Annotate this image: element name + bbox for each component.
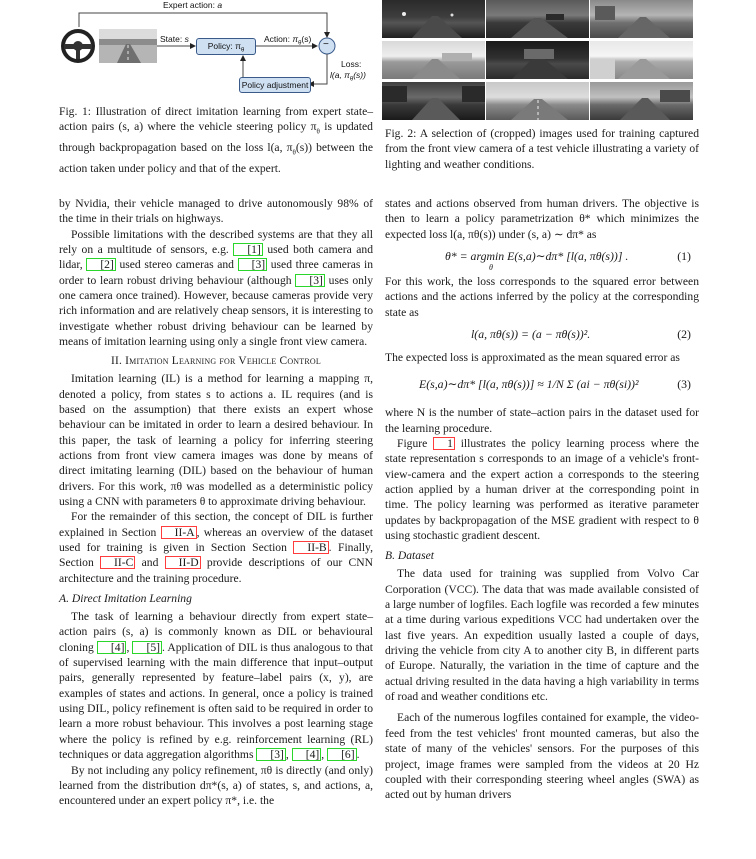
left-column [59, 0, 373, 809]
equation-1: θ* = argmin E(s,a)∼dπ* [l(a, πθ(s))] . θ (1) [445, 248, 691, 272]
policy-box: Policy: $\pi_\theta$ [196, 38, 256, 55]
minus-sign: − [323, 39, 329, 50]
citation-4-again[interactable]: [4] [292, 748, 322, 761]
loss-expression: l(a, $\pi_\theta(s)$) [330, 70, 366, 83]
link-section-ii-d[interactable]: II-D [165, 556, 201, 569]
equation-3: E(s,a)∼dπ* [l(a, πθ(s))] ≈ 1/N Σ (ai − πθ(si))² (3) [419, 377, 691, 392]
camera-image-rural-road [590, 82, 693, 120]
state-label: State: s [160, 34, 189, 44]
link-section-ii-a[interactable]: II-A [161, 526, 197, 539]
paragraph-no-refinement: By not including any policy refinement, πθ is directly (and only) learned from the distribution dπ*(s, a) of states, s, and actions, a, encountered under an expert policy π*, i.e. the [59, 763, 373, 808]
paragraph-n-definition: where N is the number of state–action pairs in the dataset used for the learning procedure. [385, 406, 699, 435]
camera-image-bright-highway [486, 82, 589, 120]
citation-2[interactable]: [2] [86, 258, 116, 271]
paragraph-nvidia: by Nvidia, their vehicle managed to drive autonomously 98% of the time in their trials on highways. [59, 196, 373, 226]
link-figure-1[interactable]: 1 [433, 437, 455, 450]
citation-3[interactable]: [3] [238, 258, 268, 271]
equation-2: l(a, πθ(s)) = (a − πθ(s))². (2) [471, 326, 691, 341]
paragraph-imitation-learning: Imitation learning (IL) is a method for learning a mapping π, denoted a policy, from states s to actions a. IL requires (and is based on the assumption) that there exists an expert whose behaviour can be imitated in order to learn a desired behaviour. In this paper, the task of learning a policy for inferring steering actions from front view camera images was done by means of direct imitating learning (DIL) based on the behaviour of human drivers. For this work, πθ was modelled as a deterministic policy using a CNN with parameters θ to approximate driving behaviour. [59, 372, 373, 508]
camera-image-overcast-street [590, 0, 693, 38]
figure-2-caption: Fig. 2: A selection of (cropped) images used for training captured from the front view camera of a test vehicle illustrating a variety of lighting and weather conditions. [385, 127, 700, 171]
paragraph-loss: For this work, the loss corresponds to the squared error between actions and the actions inferred by the policy at the corresponding state as [385, 274, 699, 319]
paragraph-dataset: The data used for training was supplied from Volvo Car Corporation (VCC). The data that was made available consisted of a large number of logfiles. Each logfile was recorded a few minutes at a time during various expeditions VCC had undertaken over the last five years. An expedition usually lasted a couple of days, driving the vehicle from city A to another city B, in different parts of Europe. Naturally, the variation in the time of capture and the actual driving resulted in the data having a high variability in terms of road and weather conditions etc. [385, 567, 699, 704]
link-section-ii-c[interactable]: II-C [100, 556, 135, 569]
paragraph-expected-loss: The expected loss is approximated as the mean squared error as [385, 350, 680, 364]
citation-6[interactable]: [6] [327, 748, 357, 761]
steering-wheel-image [61, 29, 95, 63]
citation-3-again[interactable]: [3] [256, 748, 286, 761]
action-label: Action: $\pi_\theta(s)$ [264, 34, 312, 47]
paragraph-section-overview: For the remainder of this section, the concept of DIL is further explained in Section II-A , whereas an overview of the dataset used for training is given in Section Section II-B . Finally, Section II-C and II-D provide descriptions of our CNN architecture and the training procedure. [59, 510, 373, 585]
right-column [385, 0, 699, 803]
paragraph-objective: states and actions observed from human drivers. The objective is then to learn a policy parametrization θ* which minimizes the expected loss l(a, πθ(s)) under (s, a) ∼ dπ* as [385, 196, 699, 241]
loss-label: Loss: [341, 59, 362, 69]
paragraph-direct-imitation: The task of learning a behaviour directly from expert state–action pairs (s, a) is commonly known as DIL or behavioural cloning [4] , [5] . Application of DIL is thus analogous to that of supervised learning with the main difference that input–output pairs, generally represented by feature–label pairs (x, y), are examples of states and actions. In general, once a policy is trained using DIL, policy refinement is often said to be required in order to learn a more robust behaviour. This involves a post learning stage where the policy is refined by e.g. reinforcement learning (RL) techniques or data aggregation algorithms [3] , [4] , [6] . [59, 610, 373, 762]
camera-image-forest-road [382, 82, 485, 120]
camera-image-dusk-road [486, 0, 589, 38]
road-camera-image [99, 29, 157, 63]
subsection-a-heading: A. Direct Imitation Learning [59, 592, 192, 606]
citation-5[interactable]: [5] [132, 641, 162, 654]
paragraph-logfiles: Each of the numerous logfiles contained for example, the video-feed from the test vehicles' front mounted cameras, but also the state of many of the vehicles' sensors. For the purposes of this project, image frames were sampled from the videos at 20 Hz coupled with their corresponding steering wheel angles (SWA) as acted out by human drivers [385, 711, 699, 802]
camera-image-foggy-road [382, 41, 485, 79]
camera-image-tunnel [486, 41, 589, 79]
paragraph-figure-explanation: Figure 1 illustrates the policy learning process where the state representation s corresponds to an image of a vehicle's front-view-camera and the expert action a corresponds to the steering action applied by a human driver at the corresponding point in time. The policy learning was performed as iterative parameter updates by backpropagation of the MSE gradient with respect to θ using stochastic gradient descent. [385, 436, 699, 543]
citation-4[interactable]: [4] [97, 641, 127, 654]
policy-adjustment-box: Policy adjustment [239, 77, 311, 93]
camera-image-night-highway [382, 0, 485, 38]
subsection-b-heading: B. Dataset [385, 549, 434, 563]
expert-action-label: Expert action: a [163, 0, 223, 10]
paragraph-limitations: Possible limitations with the described systems are that they all rely on a multitude of sensors, e.g. [1] used both camera and lidar, [2] used stereo cameras and [3] used three cameras in order to learn robust driving behaviour (although [3] uses only one camera once trained). However, because cameras provide very rich information and are relatively cheap sensors, it is interesting to investigate whether robust driving behaviour can be learned by means of imitation learning using only a single front view camera. [59, 227, 374, 348]
figure-1-caption: Fig. 1: Illustration of direct imitation learning from expert state–action pairs (s, a) where the vehicle steering policy $\pi_\theta$ is updated through backpropagation based on the loss l(a, $\pi_\theta(s)$) between the action taken under policy and that of the expert. [59, 105, 374, 175]
citation-1[interactable]: [1] [233, 243, 263, 256]
figure-2-image-grid [382, 0, 712, 120]
link-section-ii-b[interactable]: II-B [293, 541, 328, 554]
figure-1-diagram [59, 1, 373, 97]
citation-3-repeat[interactable]: [3] [295, 274, 325, 287]
section-ii-heading: II. Imitation Learning for Vehicle Control [111, 355, 321, 368]
camera-image-snowy-road [590, 41, 693, 79]
